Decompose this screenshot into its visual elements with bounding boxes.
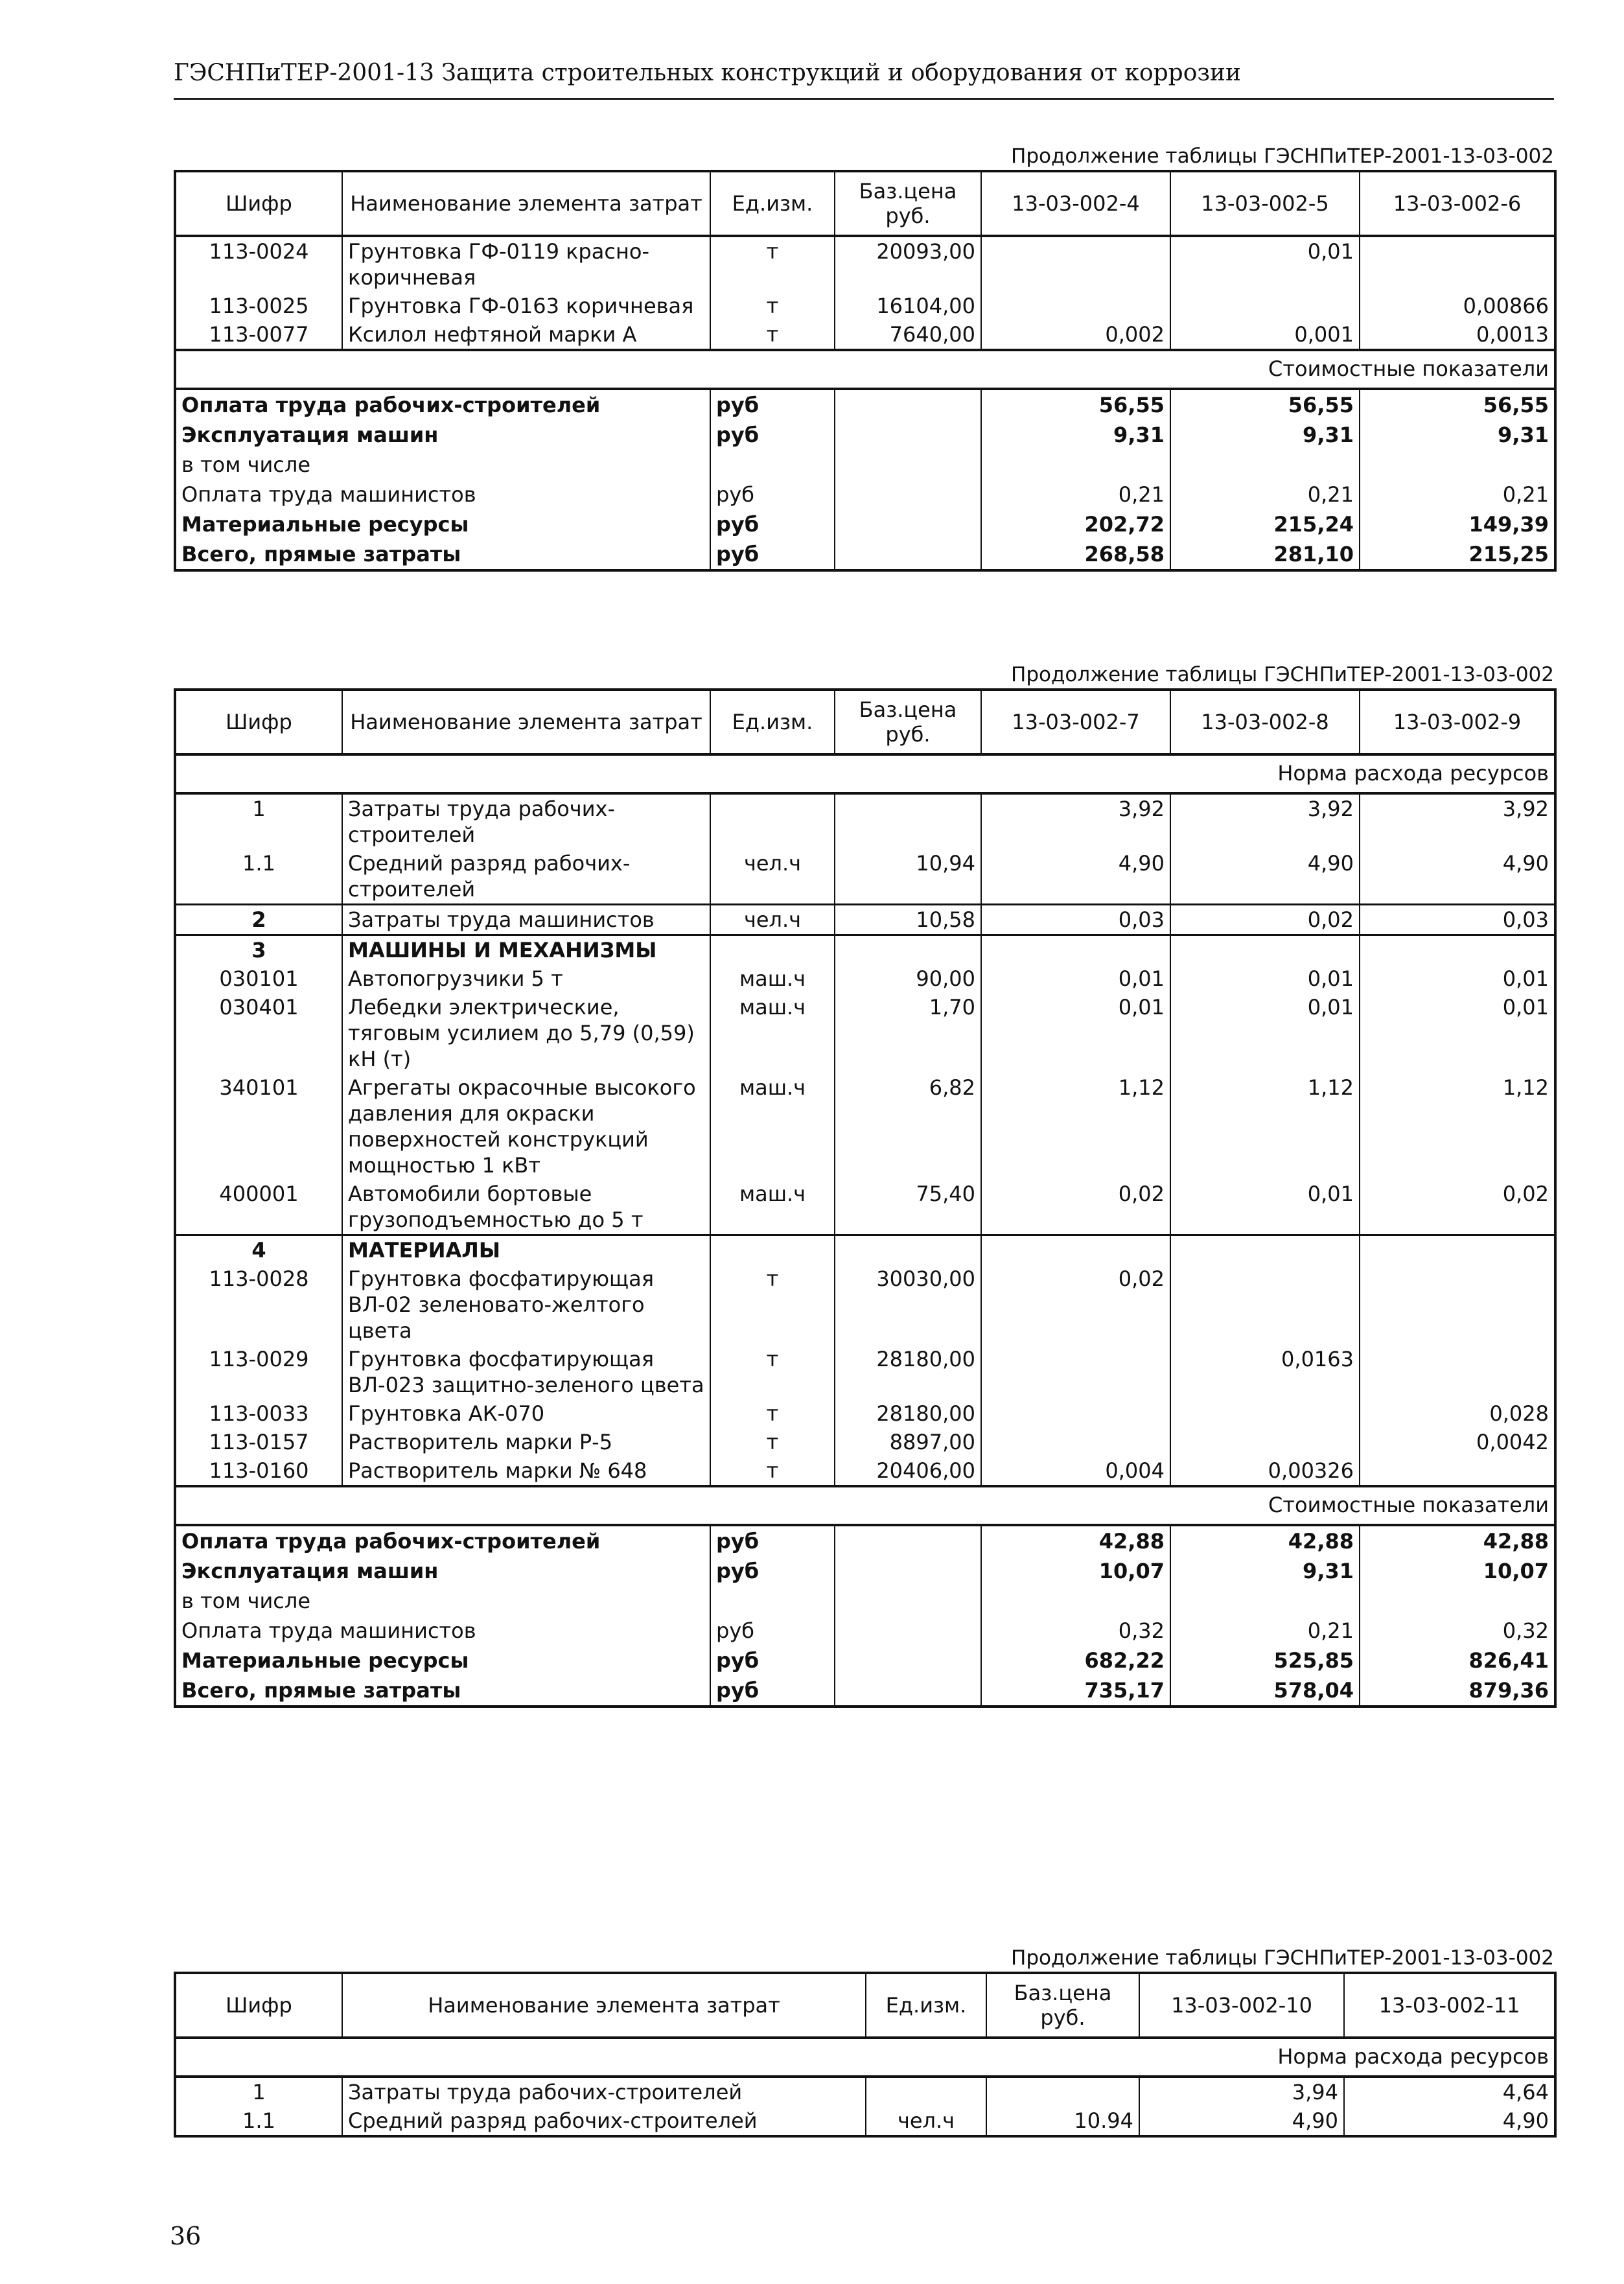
- cost-row: [175, 509, 1555, 539]
- cost-value: 9,31: [1170, 420, 1360, 450]
- table-row: [175, 2077, 1555, 2106]
- row-price: 28180,00: [835, 1345, 981, 1399]
- row-price: 20093,00: [835, 236, 981, 292]
- row-unit: [710, 793, 835, 849]
- column-header-name: Наименование элемента затрат: [342, 690, 710, 754]
- cost-unit: руб: [710, 1675, 835, 1707]
- cost-value: 215,24: [1170, 509, 1360, 539]
- row-unit: т: [710, 292, 835, 320]
- row-unit: маш.ч: [710, 964, 835, 993]
- column-header-unit: Ед.изм.: [866, 1973, 986, 2038]
- cost-row: [175, 539, 1555, 570]
- row-value: [981, 1428, 1170, 1456]
- row-value: 0,00866: [1360, 292, 1555, 320]
- row-name: Грунтовка АК-070: [342, 1399, 710, 1428]
- cost-value: 578,04: [1170, 1675, 1360, 1707]
- cost-label: Оплата труда рабочих-строителей: [181, 393, 601, 417]
- table-row: [175, 1180, 1555, 1235]
- row-code: 030101: [175, 964, 342, 993]
- norm-banner: Норма расхода ресурсов: [175, 754, 1555, 793]
- cost-row: [175, 1556, 1555, 1586]
- row-name: Автомобили бортовые грузоподъемностью до 5 т: [342, 1180, 710, 1235]
- cost-label: Всего, прямые затраты: [181, 542, 461, 566]
- row-price: [835, 793, 981, 849]
- row-code: 030401: [175, 993, 342, 1073]
- row-value: 0,02: [1360, 1180, 1555, 1235]
- row-value: [981, 1399, 1170, 1428]
- row-value: 0,02: [1170, 905, 1360, 935]
- cost-unit: руб: [710, 1646, 835, 1675]
- row-value: 0,01: [1170, 236, 1360, 292]
- row-value: 0,01: [981, 993, 1170, 1073]
- row-name: Затраты труда рабочих-строителей: [342, 2077, 866, 2106]
- continuation-caption: Продолжение таблицы ГЭСНПиТЕР-2001-13-03-002: [1011, 663, 1554, 686]
- cost-unit: руб: [710, 509, 835, 539]
- cost-row: [175, 1525, 1555, 1556]
- row-price: 7640,00: [835, 320, 981, 350]
- row-value: 3,92: [981, 793, 1170, 849]
- row-value: [1170, 292, 1360, 320]
- norm-banner: Норма расхода ресурсов: [175, 2038, 1555, 2077]
- row-code: 113-0033: [175, 1399, 342, 1428]
- row-code: 113-0157: [175, 1428, 342, 1456]
- section-title: МАШИНЫ И МЕХАНИЗМЫ: [342, 935, 710, 965]
- row-value: 0,03: [981, 905, 1170, 935]
- row-name: Лебедки электрические, тяговым усилием до 5,79 (0,59) кН (т): [342, 993, 710, 1073]
- row-price: 20406,00: [835, 1456, 981, 1486]
- cost-value: 9,31: [1170, 1556, 1360, 1586]
- cost-label: Материальные ресурсы: [181, 1648, 469, 1673]
- column-header-variant: 13-03-002-10: [1139, 1973, 1344, 2038]
- cost-unit: руб: [710, 1525, 835, 1556]
- column-header-unit: Ед.изм.: [710, 690, 835, 754]
- cost-value: 42,88: [981, 1525, 1170, 1556]
- row-price: 10.94: [986, 2106, 1139, 2136]
- row-name: Растворитель марки № 648: [342, 1456, 710, 1486]
- row-price: 10,94: [835, 849, 981, 905]
- row-value: 0,01: [981, 964, 1170, 993]
- norm-banner-row: [175, 2038, 1555, 2077]
- cost-label: Оплата труда машинистов: [181, 482, 476, 507]
- row-unit: т: [710, 320, 835, 350]
- continuation-caption: Продолжение таблицы ГЭСНПиТЕР-2001-13-03-002: [1011, 145, 1554, 168]
- table-row: [175, 849, 1555, 905]
- cost-value: 10,07: [1360, 1556, 1555, 1586]
- table-block-3: [174, 1944, 1554, 2138]
- row-value: 0,0013: [1360, 320, 1555, 350]
- row-unit: [866, 2077, 986, 2106]
- cost-value: 9,31: [981, 420, 1170, 450]
- column-header-variant: 13-03-002-9: [1360, 690, 1555, 754]
- norm-banner-row: [175, 754, 1555, 793]
- column-header-variant: 13-03-002-6: [1360, 171, 1555, 236]
- cost-value: 0,21: [981, 480, 1170, 509]
- cost-row: [175, 1646, 1555, 1675]
- column-header-code: Шифр: [175, 690, 342, 754]
- row-name: Грунтовка ГФ-0163 коричневая: [342, 292, 710, 320]
- row-value: [1170, 1264, 1360, 1345]
- row-code: 400001: [175, 1180, 342, 1235]
- resource-table-3: [174, 1972, 1557, 2138]
- row-value: 0,002: [981, 320, 1170, 350]
- row-code: 2: [175, 905, 342, 935]
- row-name: Грунтовка фосфатирующая ВЛ-023 защитно-зеленого цвета: [342, 1345, 710, 1399]
- cost-value: 268,58: [981, 539, 1170, 570]
- row-value: 4,64: [1344, 2077, 1555, 2106]
- table-block-2: [174, 661, 1554, 1708]
- cost-label: Оплата труда рабочих-строителей: [181, 1529, 601, 1554]
- cost-value: 0,21: [1170, 480, 1360, 509]
- row-price: 6,82: [835, 1073, 981, 1180]
- row-name: Агрегаты окрасочные высокого давления для окраски поверхностей конструкций мощностью 1 кВт: [342, 1073, 710, 1180]
- cost-row: [175, 450, 1555, 480]
- row-value: 4,90: [1344, 2106, 1555, 2136]
- cost-row: [175, 420, 1555, 450]
- row-price: 8897,00: [835, 1428, 981, 1456]
- cost-label: Материальные ресурсы: [181, 512, 469, 537]
- table-row: [175, 993, 1555, 1073]
- row-price: 90,00: [835, 964, 981, 993]
- cost-value: 682,22: [981, 1646, 1170, 1675]
- column-header-name: Наименование элемента затрат: [342, 171, 710, 236]
- cost-value: 42,88: [1360, 1525, 1555, 1556]
- row-unit: чел.ч: [866, 2106, 986, 2136]
- row-price: 16104,00: [835, 292, 981, 320]
- row-unit: т: [710, 236, 835, 292]
- cost-value: 56,55: [1360, 389, 1555, 420]
- row-code: 113-0160: [175, 1456, 342, 1486]
- row-price: [986, 2077, 1139, 2106]
- row-price: 10,58: [835, 905, 981, 935]
- row-unit: т: [710, 1456, 835, 1486]
- cost-value: 56,55: [1170, 389, 1360, 420]
- row-value: [981, 236, 1170, 292]
- row-value: 1,12: [1360, 1073, 1555, 1180]
- row-unit: т: [710, 1399, 835, 1428]
- row-name: Средний разряд рабочих-строителей: [342, 849, 710, 905]
- column-header-code: Шифр: [175, 1973, 342, 2038]
- resource-table-1: [174, 170, 1557, 572]
- row-value: [1360, 1345, 1555, 1399]
- row-price: 75,40: [835, 1180, 981, 1235]
- row-code: 113-0024: [175, 236, 342, 292]
- cost-value: 0,32: [981, 1616, 1170, 1646]
- row-name: Автопогрузчики 5 т: [342, 964, 710, 993]
- row-value: 0,001: [1170, 320, 1360, 350]
- cost-value: 0,32: [1360, 1616, 1555, 1646]
- column-header-price: Баз.цена руб.: [986, 1973, 1139, 2038]
- row-name: Затраты труда машинистов: [342, 905, 710, 935]
- row-value: 3,94: [1139, 2077, 1344, 2106]
- cost-unit: руб: [710, 389, 835, 420]
- section-title: МАТЕРИАЛЫ: [342, 1235, 710, 1265]
- row-code: 113-0077: [175, 320, 342, 350]
- row-value: 0,0163: [1170, 1345, 1360, 1399]
- cost-banner: Стоимостные показатели: [175, 350, 1555, 389]
- page-header: ГЭСНПиТЕР-2001-13 Защита строительных конструкций и оборудования от коррозии: [174, 60, 1554, 100]
- row-value: 1,12: [981, 1073, 1170, 1180]
- section-row: [175, 935, 1555, 965]
- continuation-caption: Продолжение таблицы ГЭСНПиТЕР-2001-13-03-002: [1011, 1946, 1554, 1970]
- row-value: 0,03: [1360, 905, 1555, 935]
- cost-value: 202,72: [981, 509, 1170, 539]
- row-value: 3,92: [1170, 793, 1360, 849]
- column-header-variant: 13-03-002-7: [981, 690, 1170, 754]
- cost-banner-row: [175, 1486, 1555, 1525]
- row-code: 113-0029: [175, 1345, 342, 1399]
- row-unit: т: [710, 1345, 835, 1399]
- table-header-row: [175, 171, 1555, 236]
- row-value: [1360, 236, 1555, 292]
- table-row: [175, 793, 1555, 849]
- row-unit: т: [710, 1428, 835, 1456]
- cost-unit: руб: [710, 480, 835, 509]
- table-row: [175, 1456, 1555, 1486]
- row-value: 4,90: [1170, 849, 1360, 905]
- cost-row: [175, 1616, 1555, 1646]
- column-header-code: Шифр: [175, 171, 342, 236]
- row-name: Ксилол нефтяной марки А: [342, 320, 710, 350]
- cost-row: [175, 1675, 1555, 1707]
- table-row: [175, 1345, 1555, 1399]
- row-code: 340101: [175, 1073, 342, 1180]
- row-value: 3,92: [1360, 793, 1555, 849]
- row-price: 30030,00: [835, 1264, 981, 1345]
- cost-row: [175, 1586, 1555, 1616]
- table-row: [175, 292, 1555, 320]
- row-value: 4,90: [1139, 2106, 1344, 2136]
- cost-unit: руб: [710, 539, 835, 570]
- column-header-variant: 13-03-002-11: [1344, 1973, 1555, 2038]
- cost-value: 215,25: [1360, 539, 1555, 570]
- cost-label: Эксплуатация машин: [181, 1559, 439, 1583]
- cost-row: [175, 480, 1555, 509]
- cost-label: Оплата труда машинистов: [181, 1618, 476, 1643]
- table-row: [175, 1073, 1555, 1180]
- table-row: [175, 1264, 1555, 1345]
- row-value: 0,00326: [1170, 1456, 1360, 1486]
- table-row: [175, 1399, 1555, 1428]
- column-header-name: Наименование элемента затрат: [342, 1973, 866, 2038]
- row-value: 4,90: [981, 849, 1170, 905]
- row-name: Грунтовка фосфатирующая ВЛ-02 зеленовато-желтого цвета: [342, 1264, 710, 1345]
- row-value: [981, 292, 1170, 320]
- cost-label: в том числе: [181, 1589, 310, 1613]
- cost-value: 879,36: [1360, 1675, 1555, 1707]
- resource-table-2: [174, 688, 1557, 1708]
- row-value: 0,01: [1360, 964, 1555, 993]
- table-block-1: [174, 143, 1554, 572]
- column-header-price: Баз.цена руб.: [835, 171, 981, 236]
- row-value: 0,02: [981, 1180, 1170, 1235]
- row-value: 0,0042: [1360, 1428, 1555, 1456]
- table-row: [175, 236, 1555, 292]
- table-row: [175, 2106, 1555, 2136]
- page-number: 36: [170, 2222, 202, 2250]
- row-value: 4,90: [1360, 849, 1555, 905]
- row-value: [1170, 1428, 1360, 1456]
- row-value: [981, 1345, 1170, 1399]
- cost-banner: Стоимостные показатели: [175, 1486, 1555, 1525]
- row-code: 113-0025: [175, 292, 342, 320]
- row-unit: маш.ч: [710, 993, 835, 1073]
- cost-label: в том числе: [181, 452, 310, 477]
- row-value: [1170, 1399, 1360, 1428]
- column-header-variant: 13-03-002-8: [1170, 690, 1360, 754]
- table-row: [175, 905, 1555, 935]
- row-unit: маш.ч: [710, 1073, 835, 1180]
- cost-value: 9,31: [1360, 420, 1555, 450]
- row-value: 0,01: [1360, 993, 1555, 1073]
- row-name: Растворитель марки Р-5: [342, 1428, 710, 1456]
- row-value: [1360, 1456, 1555, 1486]
- row-unit: чел.ч: [710, 905, 835, 935]
- row-code: 1.1: [175, 2106, 342, 2136]
- cost-value: 149,39: [1360, 509, 1555, 539]
- row-value: 0,01: [1170, 1180, 1360, 1235]
- row-price: 28180,00: [835, 1399, 981, 1428]
- cost-value: 56,55: [981, 389, 1170, 420]
- row-value: 1,12: [1170, 1073, 1360, 1180]
- cost-value: 42,88: [1170, 1525, 1360, 1556]
- section-number: 4: [175, 1235, 342, 1265]
- cost-value: 0,21: [1170, 1616, 1360, 1646]
- cost-label: Эксплуатация машин: [181, 423, 439, 447]
- cost-unit: руб: [710, 420, 835, 450]
- cost-label: Всего, прямые затраты: [181, 1678, 461, 1703]
- row-value: [1360, 1264, 1555, 1345]
- cost-value: 735,17: [981, 1675, 1170, 1707]
- table-row: [175, 964, 1555, 993]
- cost-value: 525,85: [1170, 1646, 1360, 1675]
- row-code: 1: [175, 793, 342, 849]
- cost-value: 0,21: [1360, 480, 1555, 509]
- table-row: [175, 320, 1555, 350]
- row-code: 113-0028: [175, 1264, 342, 1345]
- row-value: 0,028: [1360, 1399, 1555, 1428]
- cost-row: [175, 389, 1555, 420]
- row-name: Затраты труда рабочих-строителей: [342, 793, 710, 849]
- row-value: 0,004: [981, 1456, 1170, 1486]
- cost-value: 826,41: [1360, 1646, 1555, 1675]
- row-code: 1: [175, 2077, 342, 2106]
- row-unit: маш.ч: [710, 1180, 835, 1235]
- row-name: Грунтовка ГФ-0119 красно-коричневая: [342, 236, 710, 292]
- table-header-row: [175, 1973, 1555, 2038]
- row-name: Средний разряд рабочих-строителей: [342, 2106, 866, 2136]
- row-price: 1,70: [835, 993, 981, 1073]
- row-code: 1.1: [175, 849, 342, 905]
- column-header-variant: 13-03-002-4: [981, 171, 1170, 236]
- row-value: 0,01: [1170, 964, 1360, 993]
- cost-unit: руб: [710, 1616, 835, 1646]
- table-header-row: [175, 690, 1555, 754]
- cost-banner-row: [175, 350, 1555, 389]
- row-value: 0,01: [1170, 993, 1360, 1073]
- table-row: [175, 1428, 1555, 1456]
- section-number: 3: [175, 935, 342, 965]
- row-value: 0,02: [981, 1264, 1170, 1345]
- column-header-price: Баз.цена руб.: [835, 690, 981, 754]
- column-header-variant: 13-03-002-5: [1170, 171, 1360, 236]
- section-row: [175, 1235, 1555, 1265]
- row-unit: чел.ч: [710, 849, 835, 905]
- cost-value: 10,07: [981, 1556, 1170, 1586]
- row-unit: т: [710, 1264, 835, 1345]
- cost-value: 281,10: [1170, 539, 1360, 570]
- column-header-unit: Ед.изм.: [710, 171, 835, 236]
- cost-unit: руб: [710, 1556, 835, 1586]
